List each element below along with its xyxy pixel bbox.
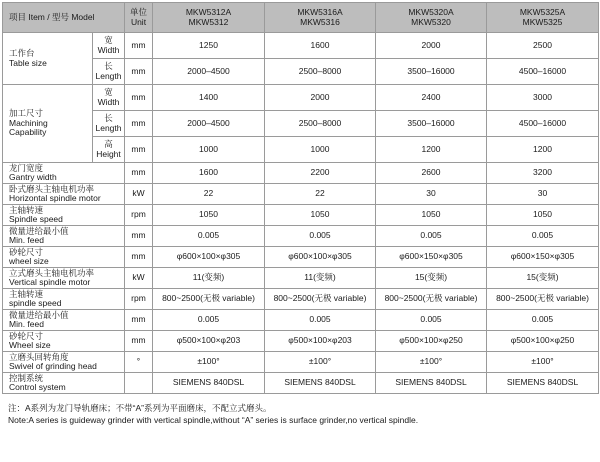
row-label (3, 226, 125, 247)
row-label-cn: 立磨头回转角度 (9, 351, 69, 362)
value-cell: 3500–16000 (376, 59, 487, 85)
value-cell: 0.005 (265, 226, 376, 247)
note-cn: 注：A系列为龙门导轨磨床；不带“A”系列为平面磨床，不配立式磨头。 (8, 403, 272, 413)
value-cell: φ500×100×φ250 (376, 331, 487, 352)
value-cell: φ600×150×φ305 (487, 247, 599, 268)
table-row (3, 85, 599, 111)
value-cell: 22 (153, 184, 265, 205)
value-cell: 800~2500(无极 variable) (376, 289, 487, 310)
value-cell: ±100° (376, 352, 487, 373)
header-unit-en: Unit (130, 16, 147, 27)
machining-en1: Machining (9, 117, 48, 128)
value-cell: φ500×100×φ250 (487, 331, 599, 352)
table-row (3, 59, 599, 85)
value-cell: 1600 (265, 33, 376, 59)
model-4-b: MKW5325 (522, 16, 563, 27)
unit-cell: mm (125, 163, 153, 184)
value-cell: 2200 (265, 163, 376, 184)
notes (2, 394, 598, 426)
row-label (3, 247, 125, 268)
model-1-b: MKW5312 (188, 16, 229, 27)
table-width-sub (93, 33, 125, 59)
header-model-1 (153, 3, 265, 33)
row-label (3, 184, 125, 205)
value-cell: 1000 (265, 137, 376, 163)
value-cell: ±100° (265, 352, 376, 373)
value-cell: 2500–8000 (265, 59, 376, 85)
value-cell: φ600×100×φ305 (265, 247, 376, 268)
unit-cell: rpm (125, 205, 153, 226)
unit-cell: ° (125, 352, 153, 373)
row-label-cn: 砂轮尺寸 (9, 246, 44, 257)
spec-table (2, 2, 599, 394)
row-label-en: wheel size (9, 256, 49, 266)
value-cell: 15(变频) (376, 268, 487, 289)
value-cell: 1050 (153, 205, 265, 226)
model-2-b: MKW5316 (300, 16, 340, 27)
value-cell: 11(变频) (265, 268, 376, 289)
row-label-en: Spindle speed (9, 214, 63, 224)
value-cell: 1050 (487, 205, 599, 226)
value-cell: 1050 (265, 205, 376, 226)
unit-cell: mm (125, 226, 153, 247)
value-cell: φ500×100×φ203 (265, 331, 376, 352)
sub-cn: 高 (104, 139, 113, 150)
row-label-cn: 主轴转速 (9, 288, 44, 299)
table-row (3, 226, 599, 247)
row-label-en: Vertical spindle motor (9, 277, 91, 287)
table-row (3, 163, 599, 184)
value-cell: 3200 (487, 163, 599, 184)
sub-en: Length (95, 122, 122, 133)
row-label (3, 289, 125, 310)
unit-cell: kW (125, 268, 153, 289)
value-cell: φ600×150×φ305 (376, 247, 487, 268)
value-cell: SIEMENS 840DSL (153, 373, 265, 394)
machining-label (3, 85, 93, 163)
value-cell: 1200 (487, 137, 599, 163)
row-label (3, 163, 125, 184)
model-3-a: MKW5320A (408, 7, 454, 18)
table-row (3, 289, 599, 310)
table-size-cn: 工作台 (9, 48, 35, 59)
row-label-en: Min. feed (9, 235, 44, 245)
sub-cn: 宽 (104, 87, 113, 98)
value-cell: 1000 (153, 137, 265, 163)
value-cell: 2600 (376, 163, 487, 184)
row-label-cn: 主轴转速 (9, 204, 44, 215)
value-cell: 2000 (265, 85, 376, 111)
row-label-cn: 龙门宽度 (9, 162, 44, 173)
row-label (3, 331, 125, 352)
value-cell: 0.005 (153, 226, 265, 247)
value-cell: 30 (376, 184, 487, 205)
value-cell: 1200 (376, 137, 487, 163)
table-row (3, 137, 599, 163)
table-size-label (3, 33, 93, 85)
machining-width-sub (93, 85, 125, 111)
header-model-3 (376, 3, 487, 33)
header-model-2 (265, 3, 376, 33)
value-cell: ±100° (487, 352, 599, 373)
model-1-a: MKW5312A (185, 7, 232, 18)
value-cell: 1400 (153, 85, 265, 111)
value-cell: 11(变频) (153, 268, 265, 289)
row-label-en: spindle speed (9, 298, 62, 308)
row-label-cn: 微量进给最小值 (9, 225, 69, 236)
value-cell: 0.005 (376, 226, 487, 247)
row-label-en: Swivel of grinding head (9, 361, 97, 371)
header-model-4 (487, 3, 599, 33)
model-2-a: MKW5316A (297, 7, 343, 18)
unit-cell: mm (125, 137, 153, 163)
row-label (3, 373, 125, 394)
value-cell: 22 (265, 184, 376, 205)
unit-cell: mm (125, 85, 153, 111)
row-label-cn: 控制系统 (9, 372, 44, 383)
value-cell: 2500 (487, 33, 599, 59)
value-cell: φ600×100×φ305 (153, 247, 265, 268)
table-row (3, 205, 599, 226)
value-cell: 2000 (376, 33, 487, 59)
unit-cell: mm (125, 33, 153, 59)
value-cell: 0.005 (265, 310, 376, 331)
value-cell: φ500×100×φ203 (153, 331, 265, 352)
value-cell: 4500–16000 (487, 59, 599, 85)
value-cell: 1600 (153, 163, 265, 184)
unit-cell: mm (125, 331, 153, 352)
row-label-cn: 立式磨头主轴电机功率 (9, 267, 95, 278)
value-cell: SIEMENS 840DSL (376, 373, 487, 394)
row-label-en: Control system (9, 382, 66, 392)
value-cell: 0.005 (376, 310, 487, 331)
value-cell: 800~2500(无极 variable) (487, 289, 599, 310)
value-cell: 0.005 (487, 310, 599, 331)
value-cell: 4500–16000 (487, 111, 599, 137)
machining-length-sub (93, 111, 125, 137)
unit-cell (125, 373, 153, 394)
value-cell: 2000–4500 (153, 111, 265, 137)
table-row (3, 111, 599, 137)
value-cell: 1250 (153, 33, 265, 59)
table-row (3, 310, 599, 331)
machining-height-sub (93, 137, 125, 163)
unit-cell: kW (125, 184, 153, 205)
table-row (3, 184, 599, 205)
unit-cell: mm (125, 111, 153, 137)
row-label (3, 352, 125, 373)
sub-cn: 宽 (104, 35, 113, 46)
value-cell: 0.005 (153, 310, 265, 331)
value-cell: 2400 (376, 85, 487, 111)
value-cell: 800~2500(无极 variable) (153, 289, 265, 310)
value-cell: ±100° (153, 352, 265, 373)
sub-cn: 长 (104, 61, 113, 72)
unit-cell: rpm (125, 289, 153, 310)
row-label (3, 268, 125, 289)
model-3-b: MKW5320 (411, 16, 451, 27)
header-unit (125, 3, 153, 33)
value-cell: 2000–4500 (153, 59, 265, 85)
table-row (3, 268, 599, 289)
unit-cell: mm (125, 59, 153, 85)
header-row (3, 3, 599, 33)
machining-en2: Capability (9, 127, 47, 138)
table-row (3, 33, 599, 59)
row-label-en: Gantry width (9, 172, 57, 182)
value-cell: 2500–8000 (265, 111, 376, 137)
row-label-en: Horizontal spindle motor (9, 193, 101, 203)
value-cell: SIEMENS 840DSL (265, 373, 376, 394)
sub-en: Height (96, 148, 121, 159)
row-label (3, 310, 125, 331)
row-label-en: Min. feed (9, 319, 44, 329)
machining-cn: 加工尺寸 (9, 108, 44, 119)
sub-en: Length (95, 70, 122, 81)
row-label-en: Wheel size (9, 340, 51, 350)
row-label-cn: 微量进给最小值 (9, 309, 69, 320)
table-row (3, 247, 599, 268)
sub-en: Width (97, 44, 120, 55)
table-row (3, 352, 599, 373)
header-item: 项目 Item / 型号 Model (3, 3, 125, 33)
value-cell: 3500–16000 (376, 111, 487, 137)
row-label-cn: 砂轮尺寸 (9, 330, 44, 341)
note-en: Note:A series is guideway grinder with vertical spindle,without “A” series is surface grinder,no vertical spindle. (8, 415, 419, 425)
table-length-sub (93, 59, 125, 85)
unit-cell: mm (125, 310, 153, 331)
value-cell: 1050 (376, 205, 487, 226)
model-4-a: MKW5325A (519, 7, 566, 18)
value-cell: SIEMENS 840DSL (487, 373, 599, 394)
table-row (3, 331, 599, 352)
table-size-en: Table size (9, 57, 47, 68)
row-label (3, 205, 125, 226)
row-label-cn: 卧式磨头主轴电机功率 (9, 183, 95, 194)
header-unit-cn: 单位 (129, 7, 147, 18)
table-row (3, 373, 599, 394)
value-cell: 800~2500(无极 variable) (265, 289, 376, 310)
value-cell: 0.005 (487, 226, 599, 247)
unit-cell: mm (125, 247, 153, 268)
sub-cn: 长 (104, 113, 113, 124)
value-cell: 30 (487, 184, 599, 205)
value-cell: 15(变频) (487, 268, 599, 289)
value-cell: 3000 (487, 85, 599, 111)
sub-en: Width (97, 96, 120, 107)
